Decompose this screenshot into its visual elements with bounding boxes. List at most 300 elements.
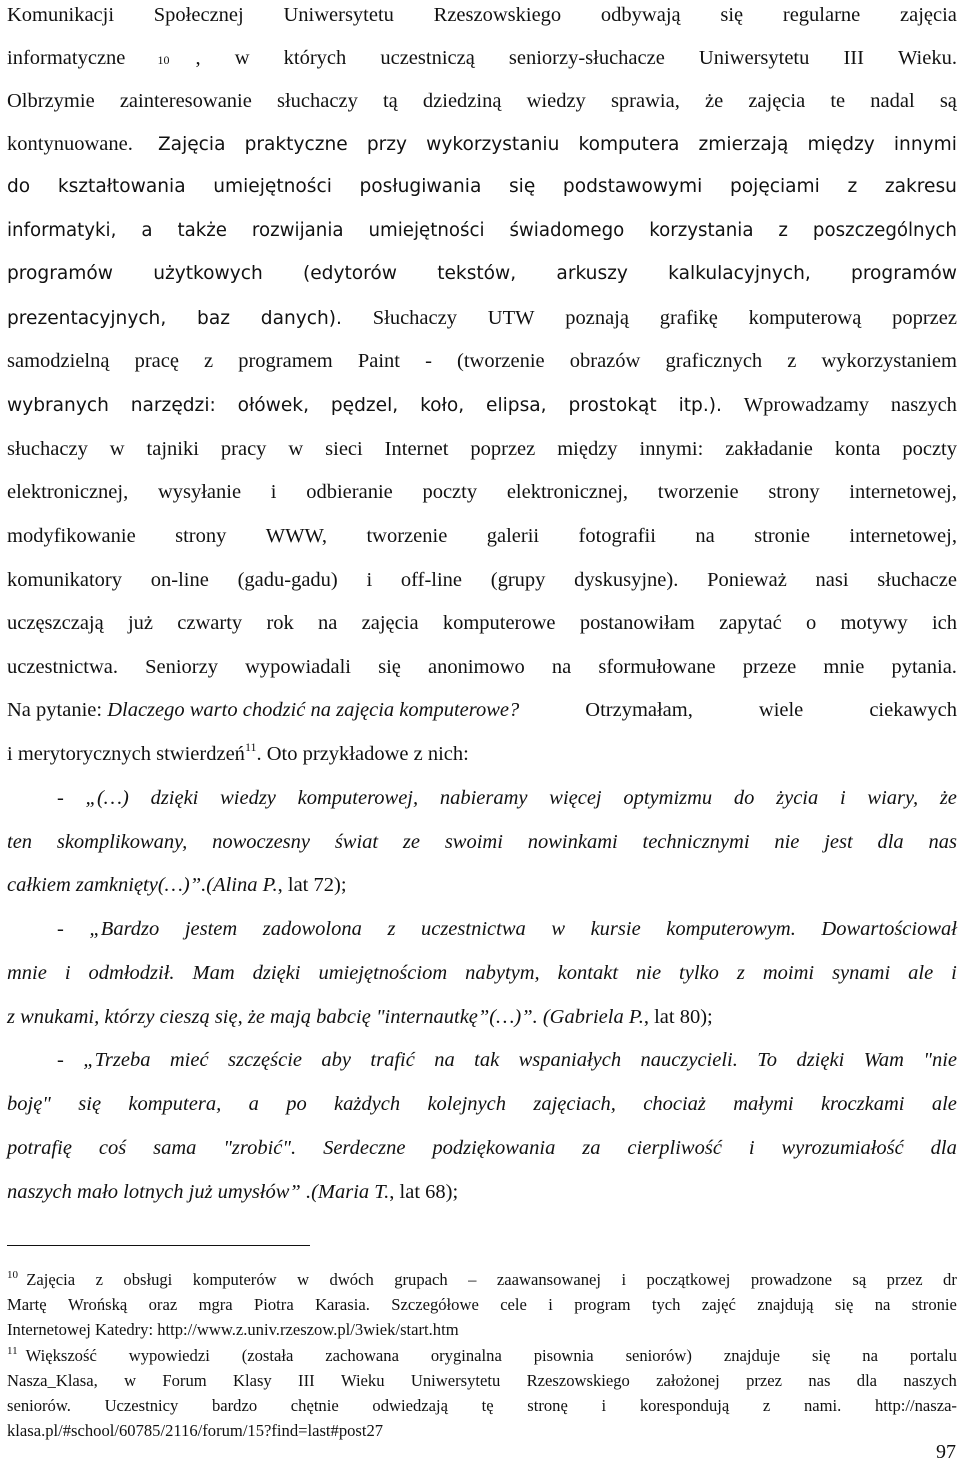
word: zakresu [884, 176, 957, 197]
text: , lat 80); [643, 1006, 713, 1028]
word: (gadu-gadu) [237, 569, 338, 591]
word: Wrońską [68, 1295, 128, 1314]
word: elektronicznej, [7, 481, 129, 503]
word: z [847, 176, 858, 197]
word: a [141, 220, 153, 241]
word: To [757, 1049, 778, 1071]
word: odbywają [600, 4, 681, 26]
word: prezentacyjnych, [7, 308, 167, 329]
word: cierpliwość [627, 1137, 722, 1159]
word: poprzez [470, 438, 536, 460]
word: - [57, 918, 64, 940]
word: trafić [370, 1049, 415, 1071]
word: programów [7, 263, 113, 284]
word: z [778, 220, 788, 241]
word: podziękowania [432, 1137, 556, 1159]
word: pisownia [533, 1346, 594, 1365]
word: stronę [527, 1396, 568, 1415]
word: nadal [870, 90, 915, 112]
word: pędzel, [330, 395, 399, 416]
word: internetowej, [849, 481, 957, 503]
word: chociaż [643, 1093, 706, 1115]
word: mnie [823, 656, 865, 678]
word: do [7, 176, 31, 197]
word: graficznych [665, 350, 763, 372]
word: nie [636, 962, 662, 984]
text: , lat 72); [277, 874, 347, 896]
word: komputera [578, 134, 680, 155]
word: słuchacze [877, 569, 957, 591]
word: każdych [334, 1093, 401, 1115]
footnote-line [7, 1371, 957, 1391]
word: na [695, 525, 715, 547]
quote-line [7, 1091, 957, 1117]
quote-line [7, 1135, 957, 1161]
word: zachowana [325, 1346, 399, 1365]
paragraph-line [7, 654, 957, 680]
word: tworzenie [366, 525, 448, 547]
word: dwóch [329, 1270, 374, 1289]
word: a [248, 1093, 259, 1115]
word: (została [241, 1346, 294, 1365]
word: się [378, 656, 401, 678]
word: elipsa, [486, 395, 547, 416]
word: informatyki, [7, 220, 117, 241]
text: z wnukami, którzy cieszą się, że mają babcię "internautkę”(…)”. (Gabriela P. [7, 1006, 644, 1028]
word: odbieranie [306, 481, 393, 503]
word: umiejętności [213, 176, 332, 197]
word: naszych [890, 394, 957, 416]
word: korzystania [649, 220, 754, 241]
word: uczęszczają [7, 612, 104, 634]
word: przy [366, 134, 408, 155]
word: poznają [565, 307, 629, 329]
word: wspaniałych [518, 1049, 622, 1071]
word: wiedzy [220, 787, 276, 809]
word: aby [321, 1049, 352, 1071]
word: samodzielną [7, 350, 110, 372]
word: Martę [7, 1295, 47, 1314]
word: w [288, 438, 304, 460]
word: „(…) [85, 787, 129, 809]
footnote-separator [7, 1245, 310, 1246]
word: sieci [325, 438, 363, 460]
word: nabytym, [465, 962, 540, 984]
word: seniorów) [625, 1346, 692, 1365]
word: Rzeszowskiego [433, 4, 562, 26]
paragraph-line [7, 523, 957, 549]
word: Wieku. [898, 47, 957, 69]
word: Uniwersytetu [283, 4, 394, 26]
word: (edytorów [302, 263, 397, 284]
paragraph-line [7, 2, 957, 28]
word: „Bardzo [89, 918, 160, 940]
quote-line [7, 829, 957, 855]
footnote-start [7, 1270, 75, 1290]
word: i [548, 1295, 553, 1314]
word: Mam [192, 962, 235, 984]
word: "nie [923, 1049, 957, 1071]
word: grupach [394, 1270, 448, 1289]
paragraph-line [7, 261, 957, 287]
word: III [843, 47, 864, 69]
word: obrazów [569, 350, 641, 372]
word: ten [7, 831, 33, 853]
word: Społecznej [153, 4, 244, 26]
word: i [366, 569, 373, 591]
word: z [95, 1270, 103, 1289]
word: posługiwania [359, 176, 482, 197]
word: między [557, 438, 618, 460]
word: dzięki [252, 962, 301, 984]
word: boję" [7, 1093, 51, 1115]
word: fotografii [578, 525, 656, 547]
word: i [951, 962, 957, 984]
word: prowadzone [750, 1270, 832, 1289]
text: , lat 68); [389, 1181, 459, 1203]
word: Zajęcia [26, 1270, 76, 1289]
question-text: Dlaczego warto chodzić na zajęcia komputerowe? [107, 699, 520, 721]
word: programów [851, 263, 957, 284]
paragraph-line [7, 567, 957, 593]
word: zajęć [701, 1295, 736, 1314]
word: umiejętnościom [318, 962, 448, 984]
word: poczty [902, 438, 957, 460]
word: znajdują [757, 1295, 814, 1314]
paragraph-line [7, 697, 957, 723]
word: nauczycieli. [640, 1049, 738, 1071]
word: Seniorzy [145, 656, 218, 678]
quote-line [7, 872, 957, 898]
paragraph-line [7, 436, 957, 462]
word: WWW, [265, 525, 328, 547]
word: w [297, 1270, 310, 1289]
word: dzięki [796, 1049, 845, 1071]
paragraph-line [7, 131, 957, 158]
word: coś [98, 1137, 127, 1159]
word: obsługi [123, 1270, 173, 1289]
word: Uniwersytetu [698, 47, 810, 69]
word: "zrobić". [223, 1137, 297, 1159]
word: życia [776, 787, 819, 809]
text [7, 872, 347, 898]
word: Większość [25, 1346, 97, 1365]
paragraph-line [7, 741, 957, 767]
word: także [177, 220, 227, 241]
word: elektronicznej, [506, 481, 629, 503]
word: – [468, 1270, 477, 1289]
word: Uczestnicy [104, 1396, 179, 1415]
word: prostokąt [568, 395, 657, 416]
word: wypowiedzi [128, 1346, 210, 1365]
word: komunikatory [7, 569, 123, 591]
word: konta [834, 438, 881, 460]
word: wybranych [7, 395, 109, 416]
paragraph-line [7, 174, 957, 200]
word: potrafię [7, 1137, 72, 1159]
word: tę [481, 1396, 494, 1415]
word: Szczegółowe [391, 1295, 479, 1314]
word: rok [266, 612, 294, 634]
paragraph-line [7, 218, 957, 244]
word: zajęcia [361, 612, 419, 634]
word: przez [746, 1371, 782, 1390]
word: galerii [486, 525, 540, 547]
text [7, 697, 519, 723]
word: strony [768, 481, 820, 503]
word: te [830, 90, 846, 112]
word: pracy [220, 438, 267, 460]
paragraph-line [7, 392, 957, 419]
word: świadomego [509, 220, 625, 241]
word: nie [774, 831, 800, 853]
word: na [318, 612, 338, 634]
word: na [434, 1049, 455, 1071]
word: że [704, 90, 724, 112]
word: innymi [893, 134, 957, 155]
word: wiele [758, 699, 804, 721]
word: kontakt [557, 962, 619, 984]
word: naszych [903, 1371, 957, 1390]
word: wiary, [867, 787, 919, 809]
word: wypowiadali [245, 656, 351, 678]
word: informatyczne [7, 47, 126, 69]
word: tą [382, 90, 398, 112]
word: III [298, 1371, 315, 1390]
word: ich [931, 612, 957, 634]
word: czwarty [177, 612, 243, 634]
word: Wieku [340, 1371, 385, 1390]
word: nami. [803, 1396, 842, 1415]
word: szczęście [227, 1049, 302, 1071]
word: sprawia, [610, 90, 680, 112]
word: koło, [420, 395, 465, 416]
word: z [387, 918, 396, 940]
word: technicznymi [642, 831, 750, 853]
word: kroczkami [820, 1093, 905, 1115]
word: arkuszy [556, 263, 628, 284]
word: ze [402, 831, 420, 853]
word: i [270, 481, 277, 503]
word: ale [908, 962, 934, 984]
word: z [736, 962, 745, 984]
quote-line [57, 1047, 957, 1073]
word: dla [930, 1137, 957, 1159]
word: o [805, 612, 817, 634]
word: oryginalna [430, 1346, 502, 1365]
word: są [852, 1270, 867, 1289]
word: baz [197, 308, 230, 329]
word: danych). [260, 308, 342, 329]
word: z [204, 350, 214, 372]
word: przeze [742, 656, 797, 678]
word: sama [153, 1137, 197, 1159]
word: dla [856, 1371, 878, 1390]
word: jest [824, 831, 853, 853]
quote-line [57, 785, 957, 811]
word: komputerową [748, 307, 862, 329]
word: już [127, 612, 154, 634]
text [7, 741, 469, 767]
word: słuchaczy [7, 438, 88, 460]
word: się [834, 1295, 854, 1314]
word: chętnie [290, 1396, 339, 1415]
word: mgra [198, 1295, 233, 1314]
word: uczestnictwa. [7, 656, 118, 678]
word: nas [928, 831, 957, 853]
word: wykorzystaniu [426, 134, 560, 155]
word: pojęciami [729, 176, 820, 197]
word: znajduje [723, 1346, 781, 1365]
word: innymi: [639, 438, 704, 460]
word: w [234, 47, 250, 69]
word: i [621, 1270, 627, 1289]
text [7, 1004, 713, 1030]
word: tylko [679, 962, 719, 984]
word: zaawansowanej [496, 1270, 601, 1289]
word: mieć [169, 1049, 209, 1071]
word: sformułowane [598, 656, 716, 678]
word: do [733, 787, 755, 809]
footnote-url-line: klasa.pl/#school/60785/2116/forum/15?find=last#post27 [7, 1421, 384, 1440]
word: Paint [357, 350, 400, 372]
word: wyrozumiałość [781, 1137, 904, 1159]
word: Dowartościował [821, 918, 957, 940]
word: Wprowadzamy [743, 394, 870, 416]
word: UTW [487, 307, 535, 329]
word: się [508, 176, 536, 197]
text: . Oto przykładowe z nich: [256, 743, 469, 765]
paragraph-line [7, 348, 957, 374]
word: stronie [754, 525, 810, 547]
footnote-line [7, 1295, 957, 1315]
word: zajęcia [900, 4, 957, 26]
word: na [862, 1346, 878, 1365]
footnote-number: 10 [7, 1269, 18, 1281]
word: komputerów [192, 1270, 277, 1289]
word: tak [474, 1049, 500, 1071]
word: między [807, 134, 875, 155]
text: całkiem zamknięty(…)”.(Alina P. [7, 874, 278, 896]
word: zakładanie [725, 438, 813, 460]
word: Otrzymałam, [585, 699, 693, 721]
quote-line [7, 1004, 957, 1030]
word: seniorzy-słuchacze [508, 47, 665, 69]
word: odmłodził. [88, 962, 175, 984]
word: użytkowych [153, 263, 263, 284]
word: nasi [815, 569, 849, 591]
word: i [839, 787, 846, 809]
word: poczty [422, 481, 478, 503]
word: z [762, 1396, 771, 1415]
word: nas [808, 1371, 831, 1390]
word: http://nasza- [874, 1396, 957, 1415]
word: programem [238, 350, 333, 372]
word: „Trzeba [83, 1049, 151, 1071]
footnote-start [7, 1346, 97, 1366]
footnote-line [7, 1421, 957, 1441]
word: kursie [590, 918, 641, 940]
word: strony [175, 525, 227, 547]
word: komputera, [128, 1093, 222, 1115]
word: program [574, 1295, 631, 1314]
word: Rzeszowskiego [526, 1371, 630, 1390]
word: jestem [184, 918, 238, 940]
word: małymi [733, 1093, 794, 1115]
word: rozwijania [251, 220, 344, 241]
word: tworzenie [657, 481, 739, 503]
word: tych [651, 1295, 681, 1314]
word: Nasza_Klasa, [7, 1371, 98, 1390]
word: (grupy [490, 569, 546, 591]
word: pytania. [891, 656, 957, 678]
word: seniorów. [7, 1396, 71, 1415]
word: w [109, 438, 125, 460]
word: dyskusyjne). [574, 569, 679, 591]
word: uczestnictwa [420, 918, 526, 940]
word: komputerowe [442, 612, 556, 634]
word: mnie [7, 962, 47, 984]
paragraph-line [7, 610, 957, 636]
word: komputerowej, [297, 787, 419, 809]
word: optymizmu [623, 787, 713, 809]
word: z [787, 350, 797, 372]
word: założonej [656, 1371, 720, 1390]
word: postanowiłam [579, 612, 695, 634]
word: na [874, 1295, 891, 1314]
word: - [57, 787, 64, 809]
word: synami [832, 962, 891, 984]
word: i [748, 1137, 755, 1159]
word: stronie [911, 1295, 957, 1314]
word: podstawowymi [562, 176, 703, 197]
word: on-line [150, 569, 209, 591]
word: korespondują [639, 1396, 730, 1415]
text: naszych mało lotnych już umysłów” .(Maria T. [7, 1181, 390, 1203]
word: modyfikowanie [7, 525, 136, 547]
footnote-line [7, 1270, 957, 1290]
word: dziedziną [422, 90, 502, 112]
word: ołówek, [237, 395, 309, 416]
word: dzięki [150, 787, 199, 809]
word: pracę [134, 350, 179, 372]
text: i merytorycznych stwierdzeń [7, 743, 245, 765]
word: dla [877, 831, 904, 853]
word: słuchaczy [277, 90, 358, 112]
word: moimi [762, 962, 815, 984]
word: , [195, 47, 201, 69]
word: Klasy [233, 1371, 272, 1390]
paragraph-line [7, 479, 957, 505]
word: świat [334, 831, 379, 853]
footnote-line [7, 1396, 957, 1416]
word: Serdeczne [323, 1137, 406, 1159]
footnote-ref-11: 11 [244, 740, 257, 754]
word: Wam [863, 1049, 904, 1071]
word: itp.). [678, 395, 722, 416]
footnote-line [7, 1346, 957, 1366]
word: wysyłanie [157, 481, 242, 503]
quote-line [57, 916, 957, 942]
word: Zajęcia [157, 134, 226, 155]
word: off-line [400, 569, 463, 591]
paragraph-line: informatyczne 10 , w których uczestniczą seniorzy-słuchacze Uniwersytetu III Wieku. [7, 47, 957, 69]
word: wykorzystaniem [821, 350, 957, 372]
word: internetowej, [849, 525, 957, 547]
word: i [601, 1396, 607, 1415]
word: Internet [384, 438, 449, 460]
paragraph-line [7, 88, 957, 114]
